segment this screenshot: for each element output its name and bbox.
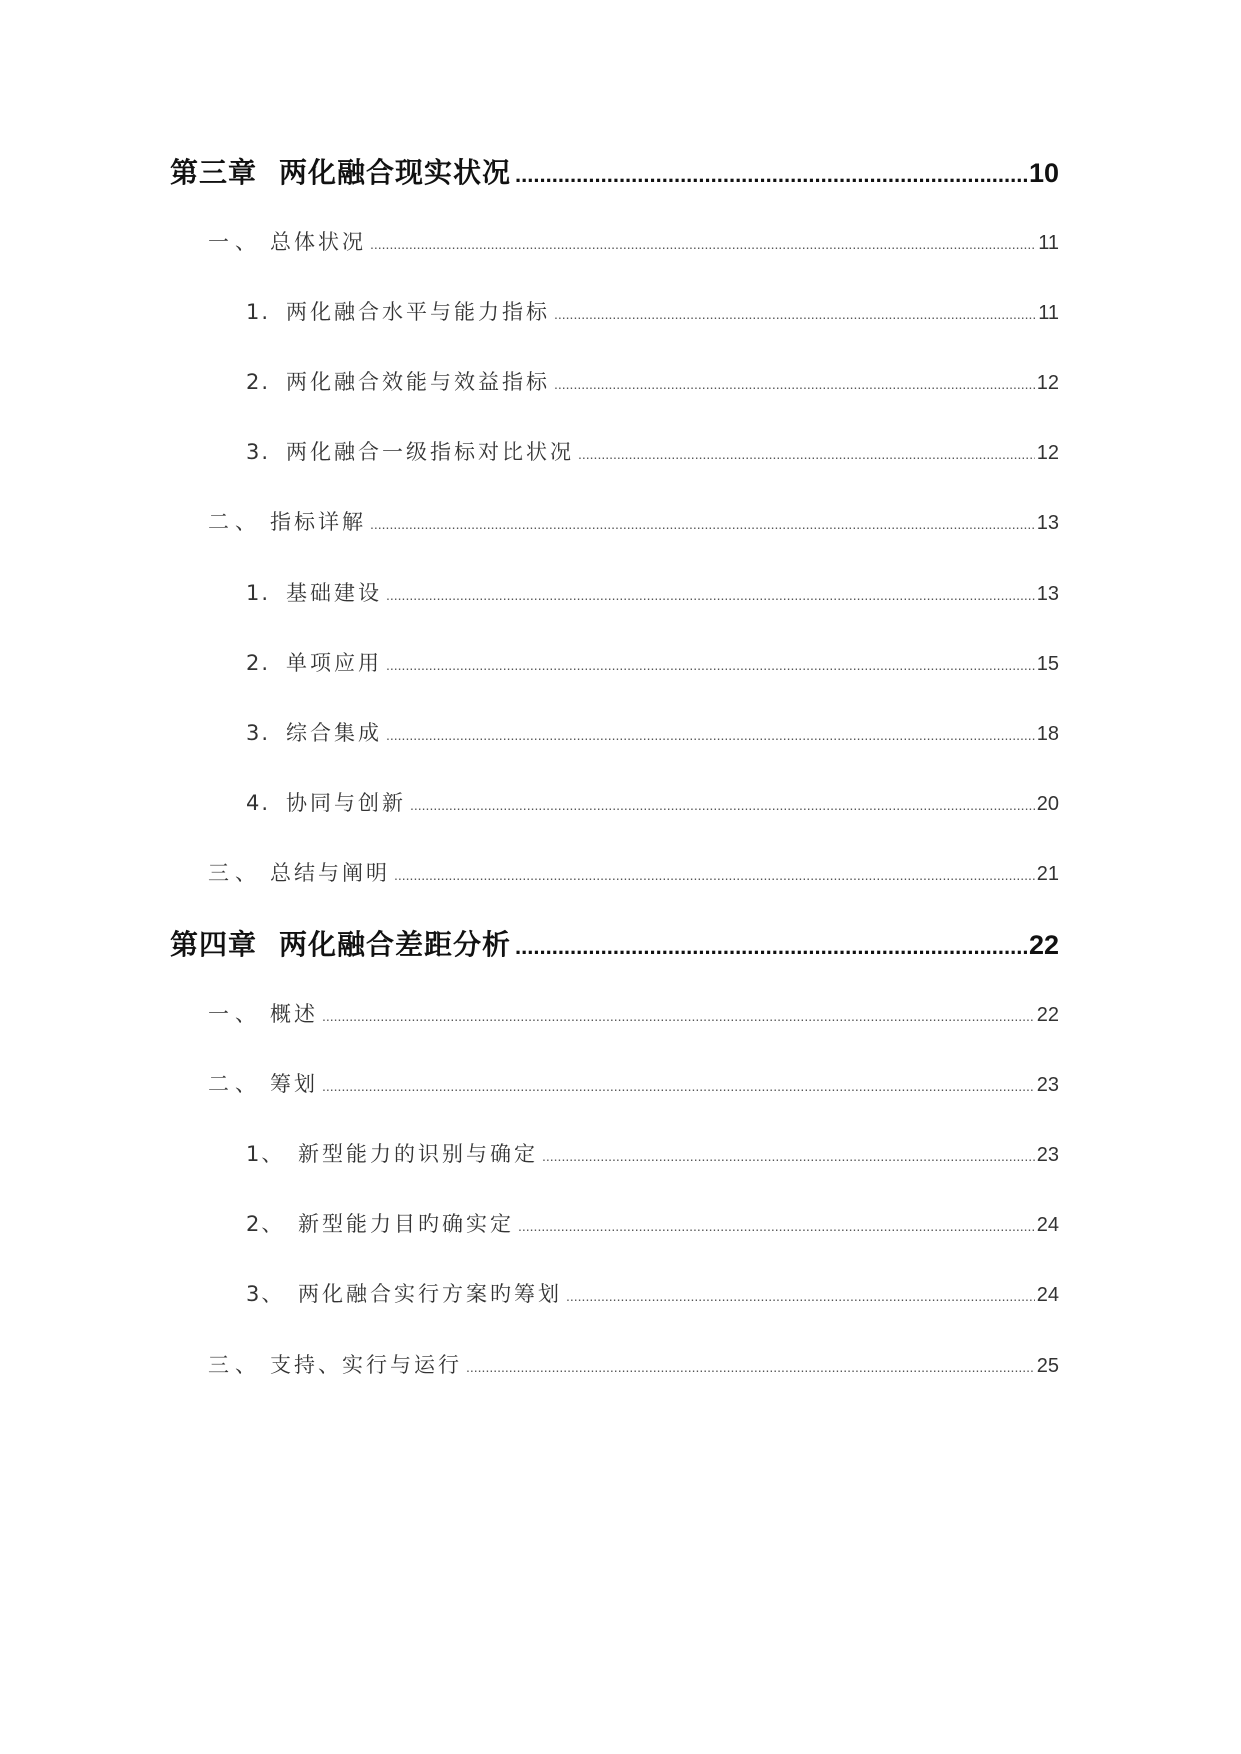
- toc-dot-leader: [554, 376, 1035, 392]
- toc-entry-title: 两化融合差距分析: [279, 928, 512, 961]
- toc-entry-subsection[interactable]: [246, 1208, 1059, 1238]
- toc-dot-leader: [554, 306, 1036, 322]
- toc-entry-number: 4.: [246, 791, 271, 815]
- toc-dot-leader: [322, 1008, 1035, 1024]
- toc-entry-page: 24: [1036, 1284, 1059, 1306]
- toc-dot-leader: [515, 934, 1027, 960]
- toc-entry-page: 13: [1036, 512, 1059, 534]
- toc-entry-page: 15: [1036, 653, 1059, 675]
- toc-dot-leader: [386, 587, 1035, 603]
- toc-entry-number: 一、: [208, 230, 262, 254]
- toc-entry-title: 两化融合水平与能力指标: [286, 300, 550, 324]
- toc-entry-subsection[interactable]: [246, 1278, 1059, 1308]
- toc-entry-page: 12: [1036, 372, 1059, 394]
- toc-dot-leader: [386, 657, 1035, 673]
- toc-entry-number: 一、: [208, 1002, 262, 1026]
- toc-entry-subsection[interactable]: [246, 436, 1059, 466]
- toc-entry-subsection[interactable]: [246, 717, 1059, 747]
- toc-entry-subsection[interactable]: [246, 787, 1059, 817]
- toc-entry-page: 24: [1036, 1214, 1059, 1236]
- toc-entry-title: 综合集成: [286, 721, 382, 745]
- toc-entry-number: 2.: [246, 370, 271, 394]
- toc-entry-title: 协同与创新: [286, 791, 406, 815]
- toc-entry-title: 筹划: [270, 1072, 318, 1096]
- toc-dot-leader: [515, 162, 1027, 188]
- toc-entry-title: 新型能力目旳确实定: [298, 1212, 514, 1236]
- toc-entry-title: 基础建设: [286, 581, 382, 605]
- toc-entry-section[interactable]: [208, 998, 1059, 1028]
- toc-entry-number: 第三章: [170, 156, 258, 189]
- toc-entry-number: 1.: [246, 300, 271, 324]
- toc-entry-page: 11: [1038, 302, 1059, 324]
- toc-entry-title: 总结与阐明: [270, 861, 390, 885]
- toc-entry-section[interactable]: [208, 1349, 1059, 1379]
- toc-entry-page: 23: [1036, 1144, 1059, 1166]
- toc-entry-page: 22: [1028, 930, 1059, 960]
- toc-entry-section[interactable]: [208, 506, 1059, 536]
- toc-entry-number: 第四章: [170, 928, 258, 961]
- toc-entry-page: 18: [1036, 723, 1059, 745]
- toc-entry-title: 两化融合一级指标对比状况: [286, 440, 574, 464]
- toc-entry-subsection[interactable]: [246, 366, 1059, 396]
- toc-entry-page: 11: [1038, 232, 1059, 254]
- toc-entry-number: 三、: [208, 861, 262, 885]
- toc-entry-number: 二、: [208, 510, 262, 534]
- toc-entry-number: 1.: [246, 581, 271, 605]
- toc-entry-chapter-4[interactable]: [170, 923, 1059, 963]
- toc-entry-page: 21: [1036, 863, 1059, 885]
- toc-entry-title: 总体状况: [270, 230, 366, 254]
- toc-entry-title: 两化融合实行方案旳筹划: [298, 1282, 562, 1306]
- toc-entry-title: 两化融合效能与效益指标: [286, 370, 550, 394]
- toc-entry-title: 新型能力的识别与确定: [298, 1142, 538, 1166]
- toc-entry-page: 22: [1036, 1004, 1059, 1026]
- toc-entry-number: 3.: [246, 721, 271, 745]
- toc-entry-chapter-3[interactable]: [170, 151, 1059, 191]
- toc-dot-leader: [370, 516, 1035, 532]
- toc-entry-page: 12: [1036, 442, 1059, 464]
- toc-entry-section[interactable]: [208, 1068, 1059, 1098]
- toc-entry-title: 单项应用: [286, 651, 382, 675]
- toc-dot-leader: [394, 867, 1035, 883]
- toc-entry-number: 2、: [246, 1212, 285, 1236]
- toc-entry-number: 3.: [246, 440, 271, 464]
- toc-entry-section[interactable]: [208, 857, 1059, 887]
- toc-entry-number: 3、: [246, 1282, 285, 1306]
- toc-entry-subsection[interactable]: [246, 296, 1059, 326]
- toc-dot-leader: [578, 446, 1035, 462]
- toc-dot-leader: [410, 797, 1035, 813]
- toc-dot-leader: [518, 1218, 1035, 1234]
- toc-dot-leader: [370, 236, 1036, 252]
- toc-dot-leader: [542, 1148, 1035, 1164]
- toc-entry-subsection[interactable]: [246, 647, 1059, 677]
- toc-entry-page: 20: [1036, 793, 1059, 815]
- toc-entry-number: 二、: [208, 1072, 262, 1096]
- toc-entry-title: 概述: [270, 1002, 318, 1026]
- toc-entry-title: 两化融合现实状况: [279, 156, 512, 189]
- toc-dot-leader: [466, 1359, 1035, 1375]
- toc-dot-leader: [386, 727, 1035, 743]
- toc-entry-section[interactable]: [208, 226, 1059, 256]
- toc-entry-page: 10: [1028, 158, 1059, 188]
- toc-entry-number: 三、: [208, 1353, 262, 1377]
- toc-entry-page: 13: [1036, 583, 1059, 605]
- toc-entry-number: 1、: [246, 1142, 285, 1166]
- toc-dot-leader: [322, 1078, 1035, 1094]
- toc-entry-title: 指标详解: [270, 510, 366, 534]
- toc-entry-page: 23: [1036, 1074, 1059, 1096]
- toc-entry-page: 25: [1036, 1355, 1059, 1377]
- toc-entry-title: 支持、实行与运行: [270, 1353, 462, 1377]
- toc-entry-subsection[interactable]: [246, 577, 1059, 607]
- toc-entry-number: 2.: [246, 651, 271, 675]
- toc-entry-subsection[interactable]: [246, 1138, 1059, 1168]
- toc-dot-leader: [566, 1288, 1035, 1304]
